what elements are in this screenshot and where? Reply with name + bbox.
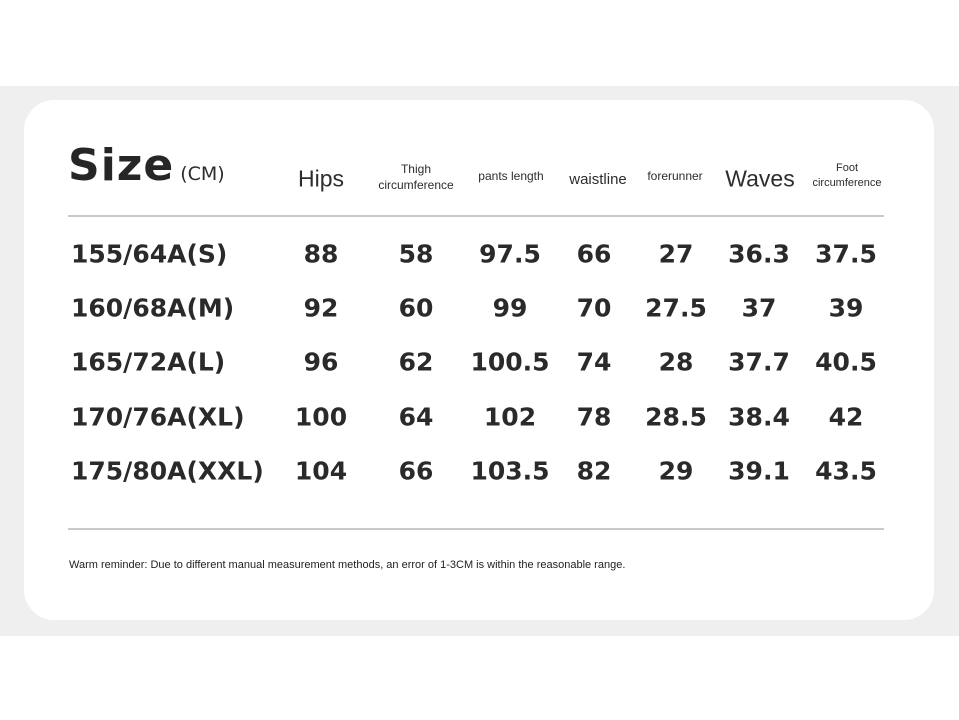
header-foot-line1: Foot bbox=[835, 162, 859, 175]
size-label: 160/68A(M) bbox=[71, 293, 235, 323]
cell-thigh: 58 bbox=[398, 239, 434, 269]
cell-pants-length: 97.5 bbox=[479, 239, 541, 269]
header-waves: Waves bbox=[725, 165, 795, 192]
warm-reminder-note: Warm reminder: Due to different manual measurement methods, an error of 1-3CM is within the reasonable range. bbox=[69, 559, 626, 571]
size-label: 170/76A(XL) bbox=[71, 402, 245, 432]
cell-foot: 37.5 bbox=[815, 239, 877, 269]
header-pants-length: pants length bbox=[478, 168, 544, 183]
cell-pants-length: 103.5 bbox=[470, 456, 550, 486]
cell-waistline: 82 bbox=[576, 456, 612, 486]
cell-waves: 38.4 bbox=[728, 402, 790, 432]
cell-waistline: 78 bbox=[576, 402, 612, 432]
cell-waistline: 74 bbox=[576, 347, 612, 377]
cell-foot: 43.5 bbox=[815, 456, 877, 486]
header-waistline: waistline bbox=[569, 170, 627, 188]
cell-forerunner: 29 bbox=[658, 456, 694, 486]
cell-pants-length: 99 bbox=[492, 293, 528, 323]
title-size: Size bbox=[68, 140, 175, 191]
cell-hips: 96 bbox=[303, 347, 339, 377]
size-label: 155/64A(S) bbox=[71, 239, 228, 269]
size-label: 165/72A(L) bbox=[71, 347, 226, 377]
header-thigh-circumference bbox=[378, 161, 453, 193]
cell-waistline: 66 bbox=[576, 239, 612, 269]
header-divider bbox=[68, 215, 884, 217]
cell-waves: 36.3 bbox=[728, 239, 790, 269]
header-foot-circumference bbox=[812, 161, 881, 191]
cell-forerunner: 28.5 bbox=[645, 402, 707, 432]
header-foot-line2: circumference bbox=[812, 177, 882, 189]
cell-waves: 39.1 bbox=[728, 456, 790, 486]
cell-waistline: 70 bbox=[576, 293, 612, 323]
cell-thigh: 66 bbox=[398, 456, 434, 486]
cell-hips: 88 bbox=[303, 239, 339, 269]
cell-foot: 39 bbox=[828, 293, 864, 323]
cell-hips: 92 bbox=[303, 293, 339, 323]
cell-hips: 100 bbox=[294, 402, 348, 432]
header-forerunner: forerunner bbox=[647, 168, 703, 183]
cell-forerunner: 28 bbox=[658, 347, 694, 377]
cell-thigh: 60 bbox=[398, 293, 434, 323]
header-thigh-line1: Thigh bbox=[400, 161, 432, 176]
cell-thigh: 62 bbox=[398, 347, 434, 377]
cell-pants-length: 100.5 bbox=[470, 347, 550, 377]
cell-waves: 37 bbox=[741, 293, 777, 323]
cell-pants-length: 102 bbox=[483, 402, 537, 432]
size-label: 175/80A(XXL) bbox=[71, 456, 264, 486]
cell-foot: 40.5 bbox=[815, 347, 877, 377]
cell-foot: 42 bbox=[828, 402, 864, 432]
title-unit: (CM) bbox=[180, 163, 225, 185]
page-title bbox=[68, 140, 225, 191]
cell-thigh: 64 bbox=[398, 402, 434, 432]
header-thigh-line2: circumference bbox=[378, 178, 454, 192]
cell-hips: 104 bbox=[294, 456, 348, 486]
cell-waves: 37.7 bbox=[728, 347, 790, 377]
cell-forerunner: 27 bbox=[658, 239, 694, 269]
footer-divider bbox=[68, 528, 884, 530]
header-hips: Hips bbox=[297, 165, 345, 192]
cell-forerunner: 27.5 bbox=[645, 293, 707, 323]
